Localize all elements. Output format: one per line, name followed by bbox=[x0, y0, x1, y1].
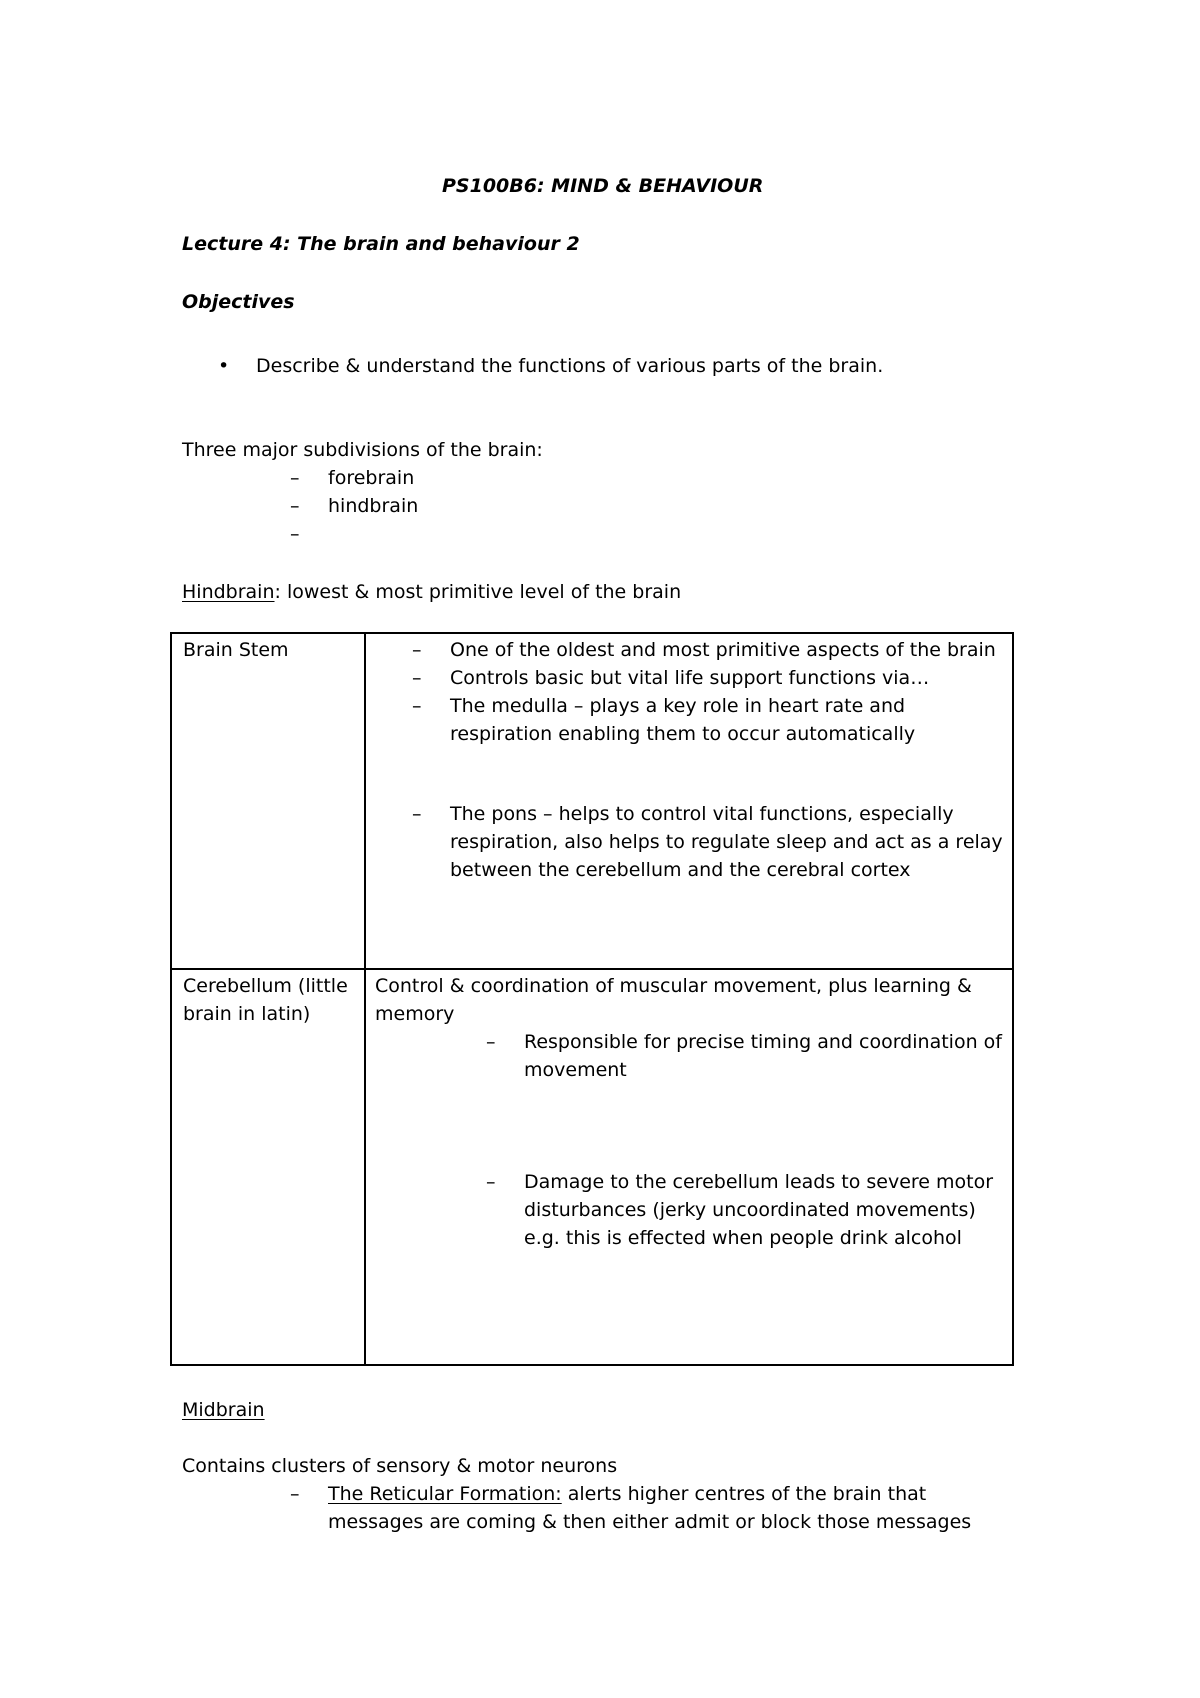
structure-name: Brain Stem bbox=[183, 639, 289, 661]
brainstem-point: The medulla – plays a key role in heart rate and bbox=[450, 695, 906, 717]
subdivision-item: hindbrain bbox=[328, 495, 419, 517]
midbrain-item-cont: messages are coming & then either admit or block those messages bbox=[328, 1511, 972, 1533]
hindbrain-line bbox=[182, 578, 681, 606]
course-title: PS100B6: MIND & BEHAVIOUR bbox=[442, 175, 764, 197]
point-dash: – bbox=[486, 1031, 496, 1053]
reticular-formation-label: The Reticular Formation: bbox=[328, 1483, 562, 1505]
table-cell-description bbox=[365, 969, 1013, 1365]
midbrain-heading: Midbrain bbox=[182, 1399, 265, 1421]
subdivision-dash: – bbox=[290, 495, 300, 517]
cerebellum-point-cont: e.g. this is effected when people drink alcohol bbox=[524, 1227, 962, 1249]
midbrain-item bbox=[328, 1480, 926, 1508]
cerebellum-intro: Control & coordination of muscular movement, plus learning & bbox=[375, 975, 972, 997]
brainstem-point: One of the oldest and most primitive aspects of the brain bbox=[450, 639, 996, 661]
cerebellum-point: Damage to the cerebellum leads to severe motor bbox=[524, 1171, 994, 1193]
brainstem-point: The pons – helps to control vital functions, especially bbox=[450, 803, 954, 825]
hindbrain-table bbox=[170, 632, 1014, 1366]
subdivisions-intro: Three major subdivisions of the brain: bbox=[182, 439, 543, 461]
table-cell-description bbox=[365, 633, 1013, 969]
table-row bbox=[171, 633, 1013, 969]
objectives-heading: Objectives bbox=[182, 291, 295, 313]
reticular-formation-text: alerts higher centres of the brain that bbox=[561, 1483, 927, 1505]
point-dash: – bbox=[486, 1171, 496, 1193]
table-cell-structure bbox=[171, 633, 365, 969]
cerebellum-intro-cont: memory bbox=[375, 1003, 455, 1025]
hindbrain-label: Hindbrain bbox=[182, 581, 275, 603]
subdivision-dash: – bbox=[290, 523, 300, 545]
objective-item: Describe & understand the functions of various parts of the brain. bbox=[256, 355, 884, 377]
subdivision-item: forebrain bbox=[328, 467, 415, 489]
cerebellum-point-cont: disturbances (jerky uncoordinated movements) bbox=[524, 1199, 976, 1221]
cerebellum-point-cont: movement bbox=[524, 1059, 627, 1081]
structure-name-cont: brain in latin) bbox=[183, 1003, 311, 1025]
structure-name: Cerebellum (little bbox=[183, 975, 348, 997]
point-dash: – bbox=[412, 803, 422, 825]
point-dash: – bbox=[412, 695, 422, 717]
point-dash: – bbox=[412, 639, 422, 661]
hindbrain-description: : lowest & most primitive level of the brain bbox=[274, 581, 682, 603]
midbrain-dash: – bbox=[290, 1483, 300, 1505]
point-dash: – bbox=[412, 667, 422, 689]
brainstem-point: Controls basic but vital life support functions via… bbox=[450, 667, 930, 689]
brainstem-point-cont: respiration enabling them to occur automatically bbox=[450, 723, 916, 745]
cerebellum-point: Responsible for precise timing and coordination of bbox=[524, 1031, 1002, 1053]
brainstem-point-cont: respiration, also helps to regulate sleep and act as a relay bbox=[450, 831, 1003, 853]
table-cell-structure bbox=[171, 969, 365, 1365]
objective-bullet: • bbox=[218, 355, 230, 377]
brainstem-point-cont: between the cerebellum and the cerebral cortex bbox=[450, 859, 911, 881]
subdivision-dash: – bbox=[290, 467, 300, 489]
midbrain-intro: Contains clusters of sensory & motor neurons bbox=[182, 1455, 618, 1477]
lecture-title: Lecture 4: The brain and behaviour 2 bbox=[182, 233, 580, 255]
table-row bbox=[171, 969, 1013, 1365]
